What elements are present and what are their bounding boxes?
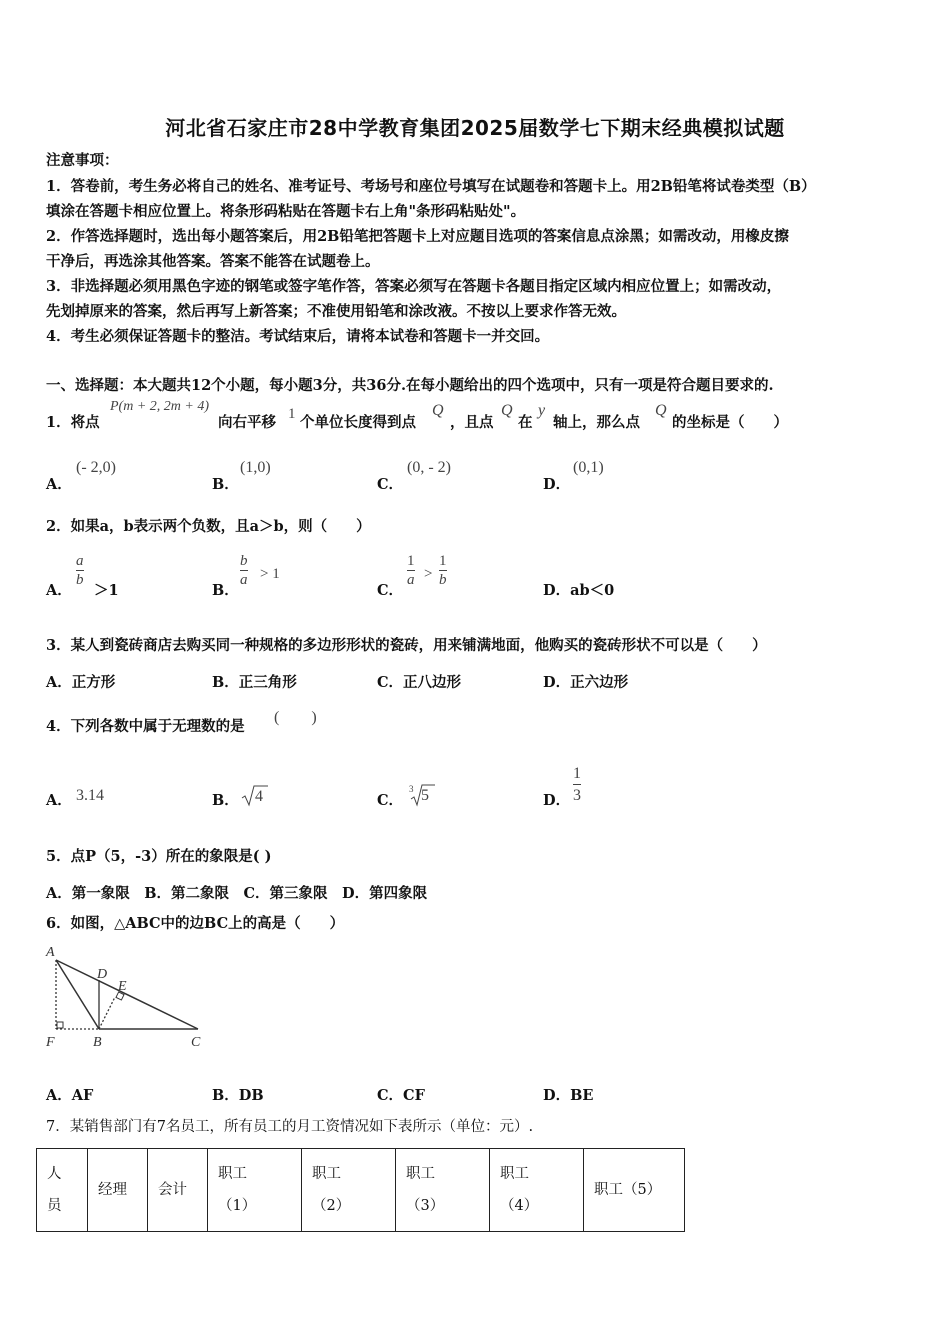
q1-text-3: 个单位长度得到点: [300, 414, 416, 431]
q2-option-b-label[interactable]: B．: [212, 582, 239, 599]
q3-option-d[interactable]: D．正六边形: [543, 674, 629, 691]
q1-point-q-3: Q: [655, 402, 667, 419]
header-text: （3）: [406, 1198, 445, 1214]
table-row: [37, 1149, 685, 1232]
header-text: 职工: [312, 1166, 341, 1182]
q4-d-den: 3: [573, 787, 581, 804]
q2-option-d[interactable]: D．ab＜0: [543, 582, 615, 599]
q1-option-c-value: (0, - 2): [407, 459, 451, 476]
q2-c1-den: a: [407, 572, 415, 588]
q2-option-a-fraction: [76, 553, 84, 588]
segment-be: [99, 997, 115, 1029]
header-text: 人: [47, 1166, 62, 1182]
q2-option-c-rel: >: [424, 566, 433, 582]
notice-line-6: 先划掉原来的答案，然后再写上新答案；不准使用铅笔和涂改液。不按以上要求作答无效。: [46, 303, 626, 320]
table-header-cell: 经理: [88, 1149, 148, 1232]
notice-heading: 注意事项：: [46, 152, 119, 169]
salary-table: [36, 1148, 685, 1232]
q6-option-b[interactable]: B．DB: [212, 1087, 264, 1104]
q5-options[interactable]: A．第一象限 B．第二象限 C．第三象限 D．第四象限: [46, 885, 428, 902]
table-header-cell: [396, 1149, 490, 1232]
q1-text-5: 在: [518, 414, 533, 431]
q2-option-c-fraction-1: [407, 553, 415, 588]
section-heading: 一、选择题：本大题共12个小题，每小题3分，共36分.在每小题给出的四个选项中，只有一项是符合题目要求的.: [46, 377, 774, 394]
header-text: （1）: [218, 1198, 257, 1214]
q4-paren: ( ): [274, 709, 317, 726]
q4-option-a-label[interactable]: A．: [46, 792, 72, 809]
table-header-cell: [490, 1149, 584, 1232]
q1-point-p: P(m + 2, 2m + 4): [110, 399, 209, 414]
q4-option-d-label[interactable]: D．: [543, 792, 571, 809]
notice-line-2: 填涂在答题卡相应位置上。将条形码粘贴在答题卡右上角"条形码粘贴处"。: [46, 203, 526, 220]
header-text: 职工: [406, 1166, 435, 1182]
q1-axis-y: y: [538, 402, 546, 419]
q6-option-a[interactable]: A．AF: [46, 1087, 94, 1104]
q4-option-d-fraction: [573, 764, 581, 805]
q6-stem: 6．如图，△ABC中的边BC上的高是（ ）: [46, 915, 345, 932]
notice-line-7: 4．考生必须保证答题卡的整洁。考试结束后，请将本试卷和答题卡一并交回。: [46, 328, 550, 345]
q3-option-c[interactable]: C．正八边形: [377, 674, 462, 691]
q4-option-c-label[interactable]: C．: [377, 792, 404, 809]
q2-option-c-fraction-2: [439, 553, 447, 588]
header-text: （2）: [312, 1198, 351, 1214]
q2-b-den: a: [240, 572, 248, 588]
table-header-cell: 会计: [148, 1149, 208, 1232]
q4-option-b-label[interactable]: B．: [212, 792, 239, 809]
notice-line-1: 1．答卷前，考生务必将自己的姓名、准考证号、考场号和座位号填写在试题卷和答题卡上。用2B铅笔将试卷类型（B）: [46, 178, 816, 195]
q6-option-c[interactable]: C．CF: [377, 1087, 425, 1104]
q2-c2-den: b: [439, 572, 447, 588]
q1-option-a-value: (- 2,0): [76, 459, 116, 476]
q4-d-num: 1: [573, 765, 581, 782]
q4-option-b-value: 4: [255, 788, 263, 805]
label-c: C: [191, 1035, 201, 1050]
q2-option-c-label[interactable]: C．: [377, 582, 404, 599]
q2-stem: 2．如果a，b表示两个负数，且a＞b，则（ ）: [46, 518, 371, 535]
label-f: F: [46, 1035, 55, 1050]
q7-stem: 7．某销售部门有7名员工，所有员工的月工资情况如下表所示（单位：元）.: [46, 1119, 534, 1135]
table-header-cell: 职工（5）: [584, 1149, 685, 1232]
q3-stem: 3．某人到瓷砖商店去购买同一种规格的多边形形状的瓷砖，用来铺满地面，他购买的瓷砖形状不可以是（ ）: [46, 637, 767, 654]
q4-stem: 4．下列各数中属于无理数的是: [46, 718, 245, 735]
header-text: （4）: [500, 1198, 539, 1214]
q4-option-c-value: 5: [421, 787, 429, 804]
notice-line-3: 2．作答选择题时，选出每小题答案后，用2B铅笔把答题卡上对应题目选项的答案信息点涂黑；如需改动，用橡皮擦: [46, 228, 789, 245]
q1-point-q: Q: [432, 402, 444, 419]
q1-text-4: ，且点: [450, 414, 494, 431]
q2-a-den: b: [76, 572, 84, 588]
q1-point-q-2: Q: [501, 402, 513, 419]
label-e: E: [118, 979, 127, 994]
q2-option-a-rel: ＞1: [94, 582, 119, 599]
table-header-cell: [302, 1149, 396, 1232]
label-a: A: [46, 945, 55, 960]
q1-option-d-label[interactable]: D．: [543, 476, 571, 493]
q4-option-a-value: 3.14: [76, 787, 104, 804]
q1-text-6: 轴上，那么点: [553, 414, 640, 431]
notice-line-5: 3．非选择题必须用黑色字迹的钢笔或签字笔作答，答案必须写在答题卡各题目指定区域内相应位置上；如需改动，: [46, 278, 782, 295]
q1-option-b-value: (1,0): [240, 459, 271, 476]
triangle-figure: [40, 940, 220, 1055]
notice-line-4: 干净后，再选涂其他答案。答案不能答在试题卷上。: [46, 253, 380, 270]
q3-option-a[interactable]: A．正方形: [46, 674, 116, 691]
label-d: D: [97, 967, 108, 982]
header-text: 职工: [500, 1166, 529, 1182]
q2-option-b-fraction: [240, 553, 248, 588]
q1-text-2: 向右平移: [218, 414, 276, 431]
q3-option-b[interactable]: B．正三角形: [212, 674, 297, 691]
page-title: 河北省石家庄市28中学教育集团2025届数学七下期末经典模拟试题: [165, 116, 785, 140]
label-b: B: [93, 1035, 102, 1050]
header-text: 职工: [218, 1166, 247, 1182]
table-header-cell: [208, 1149, 302, 1232]
q1-text-7: 的坐标是（ ）: [672, 414, 788, 431]
q1-option-c-label[interactable]: C．: [377, 476, 404, 493]
q1-option-b-label[interactable]: B．: [212, 476, 239, 493]
q4-option-c-index: 3: [409, 784, 414, 794]
q2-option-a-label[interactable]: A．: [46, 582, 72, 599]
q2-c1-num: 1: [407, 553, 415, 569]
table-header-cell: [37, 1149, 88, 1232]
right-angle-f-icon: [57, 1022, 63, 1028]
q1-text-1: 1．将点: [46, 414, 100, 431]
q1-option-a-label[interactable]: A．: [46, 476, 72, 493]
q2-c2-num: 1: [439, 553, 447, 569]
q2-option-b-rel: > 1: [260, 566, 280, 582]
q2-b-num: b: [240, 553, 248, 569]
header-text: 员: [47, 1198, 62, 1214]
q5-stem: 5．点P（5，-3）所在的象限是( ): [46, 848, 272, 865]
q1-option-d-value: (0,1): [573, 459, 604, 476]
q6-option-d[interactable]: D．BE: [543, 1087, 594, 1104]
q2-a-num: a: [76, 553, 84, 569]
q1-shift-value: 1: [288, 406, 296, 422]
